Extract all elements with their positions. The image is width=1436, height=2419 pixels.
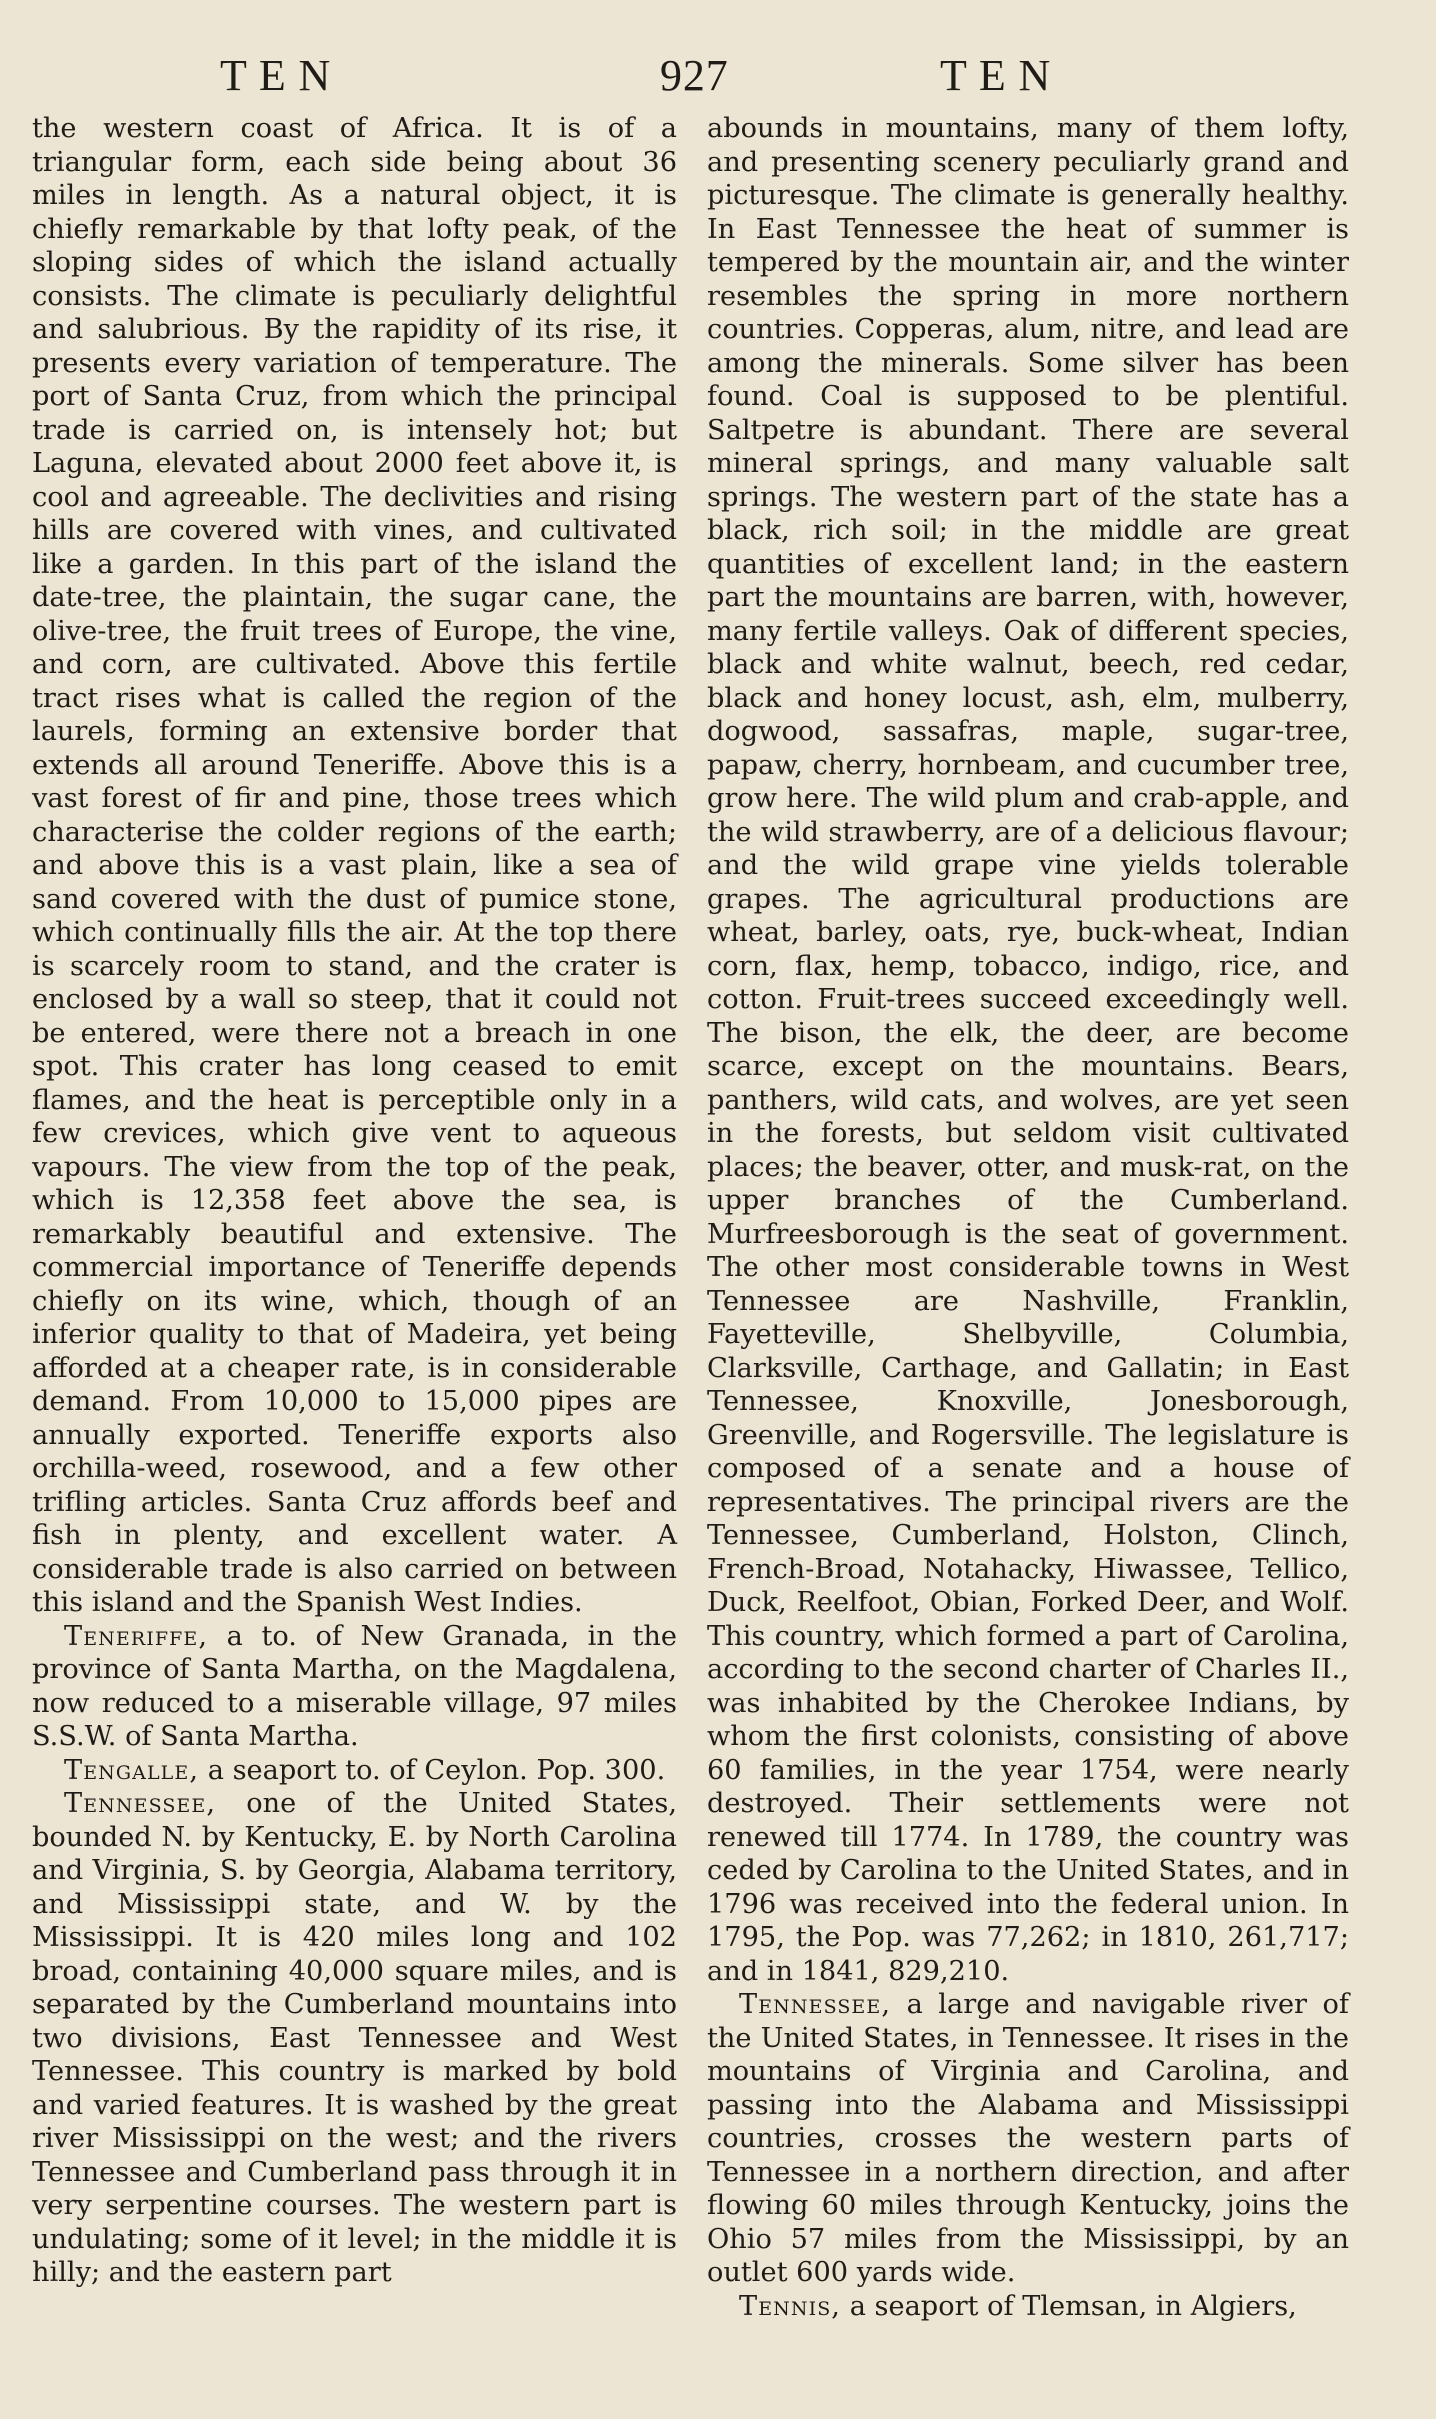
page-number: 927 xyxy=(660,51,729,100)
running-header xyxy=(0,50,1436,110)
entry-headword: Tennis, xyxy=(739,2290,842,2322)
entry-teneriffe-town xyxy=(32,1620,677,1754)
entry-tennis xyxy=(707,2290,1349,2324)
entry-headword: Tennessee, xyxy=(739,1989,892,2020)
entry-text: a seaport of Tlemsan, in Algiers, xyxy=(841,2290,1297,2322)
right-column xyxy=(707,112,1349,2323)
entry-tennessee-state-continued: abounds in mountains, many of them lofty, and presenting scenery peculiarly grand and picturesque. The climate is generally healthy. In East Tennessee the heat of summer is tempered by the mountain air, and the winter resembles the spring in more northern countries. Copperas, alum, nitre, and lead are among the minerals. Some silver has been found. Coal is supposed to be plentiful. Saltpetre is abundant. There are several mineral springs, and many valuable salt springs. The western part of the state has a black, rich soil; in the middle are great quantities of excellent land; in the eastern part the mountains are barren, with, however, many fertile valleys. Oak of different species, black and white walnut, beech, red cedar, black and honey locust, ash, elm, mulberry, dogwood, sassafras, maple, sugar-tree, papaw, cherry, hornbeam, and cucumber tree, grow here. The wild plum and crab-apple, and the wild strawberry, are of a delicious flavour; and the wild grape vine yields tolerable grapes. The agricultural productions are wheat, barley, oats, rye, buck-wheat, Indian corn, flax, hemp, tobacco, indigo, rice, and cotton. Fruit-trees succeed exceedingly well. The bison, the elk, the deer, are become scarce, except on the mountains. Bears, panthers, wild cats, and wolves, are yet seen in the forests, but seldom visit cultivated places; the beaver, otter, and musk-rat, on the upper branches of the Cumberland. Murfreesborough is the seat of government. The other most considerable towns in West Tennessee are Nashville, Franklin, Fayetteville, Shelbyville, Columbia, Clarksville, Carthage, and Gallatin; in East Tennessee, Knoxville, Jonesborough, Greenville, and Rogersville. The legislature is composed of a senate and a house of representatives. The principal rivers are the Tennessee, Cumberland, Holston, Clinch, French-Broad, Notahacky, Hiwassee, Tellico, Duck, Reelfoot, Obian, Forked Deer, and Wolf. This country, which formed a part of Carolina, according to the second charter of Charles II., was inhabited by the Cherokee Indians, by whom the first colonists, consisting of above 60 families, in the year 1754, were nearly destroyed. Their settlements were not renewed till 1774. In 1789, the country was ceded by Carolina to the United States, and in 1796 was received into the federal union. In 1795, the Pop. was 77,262; in 1810, 261,717; and in 1841, 829,210. xyxy=(707,113,1349,1987)
entry-tennessee-state xyxy=(32,1787,677,2290)
header-left-word: T E N xyxy=(220,51,332,100)
header-right-word: T E N xyxy=(940,51,1052,100)
entry-text: one of the United States, bounded N. by Kentucky, E. by North Carolina and Virginia, S. by Georgia, Alabama territory, and Mississippi state, and W. by the Mississippi. It is 420 miles long and 102 broad, containing 40,000 square miles, and is separated by the Cumberland mountains into two divisions, East Tennessee and West Tennessee. This country is marked by bold and varied features. It is washed by the great river Mississippi on the west; and the rivers Tennessee and Cumberland pass through it in very serpentine courses. The western part is undulating; some of it level; in the middle it is hilly; and the eastern part xyxy=(32,1788,677,2288)
entry-tengalle xyxy=(32,1754,677,1788)
entry-headword: Tengalle, xyxy=(64,1754,200,1786)
entry-teneriffe-island-continued: the western coast of Africa. It is of a triangular form, each side being about 36 miles in length. As a natural object, it is chiefly remarkable by that lofty peak, of the sloping sides of which the island actually consists. The climate is peculiarly delightful and salubrious. By the rapidity of its rise, it presents every variation of temperature. The port of Santa Cruz, from which the principal trade is carried on, is intensely hot; but Laguna, elevated about 2000 feet above it, is cool and agreeable. The declivities and rising hills are covered with vines, and cultivated like a garden. In this part of the island the date-tree, the plaintain, the sugar cane, the olive-tree, the fruit trees of Europe, the vine, and corn, are cultivated. Above this fertile tract rises what is called the region of the laurels, forming an extensive border that extends all around Teneriffe. Above this is a vast forest of fir and pine, those trees which characterise the colder regions of the earth; and above this is a vast plain, like a sea of sand covered with the dust of pumice stone, which continually fills the air. At the top there is scarcely room to stand, and the crater is enclosed by a wall so steep, that it could not be entered, were there not a breach in one spot. This crater has long ceased to emit flames, and the heat is perceptible only in a few crevices, which give vent to aqueous vapours. The view from the top of the peak, which is 12,358 feet above the sea, is remarkably beautiful and extensive. The commercial importance of Teneriffe depends chiefly on its wine, which, though of an inferior quality to that of Madeira, yet being afforded at a cheaper rate, is in considerable demand. From 10,000 to 15,000 pipes are annually exported. Teneriffe exports also orchilla-weed, rosewood, and a few other trifling articles. Santa Cruz affords beef and fish in plenty, and excellent water. A considerable trade is also carried on between this island and the Spanish West Indies. xyxy=(32,113,677,1618)
entry-headword: Teneriffe, xyxy=(64,1620,209,1652)
left-column xyxy=(32,112,677,2290)
entry-text: a large and navigable river of the United States, in Tennessee. It rises in the mountains of Virginia and Carolina, and passing into the Alabama and Mississippi countries, crosses the western parts of Tennessee in a northern direction, and after flowing 60 miles through Kentucky, joins the Ohio 57 miles from the Mississippi, by an outlet 600 yards wide. xyxy=(707,1989,1349,2288)
entry-text: a seaport to. of Ceylon. Pop. 300. xyxy=(199,1754,666,1786)
entry-text: a to. of New Granada, in the province of Santa Martha, on the Magdalena, now reduced to a miserable village, 97 miles S.S.W. of Santa Martha. xyxy=(32,1620,677,1752)
entry-headword: Tennessee, xyxy=(64,1788,217,1819)
entry-tennessee-river xyxy=(707,1988,1349,2290)
